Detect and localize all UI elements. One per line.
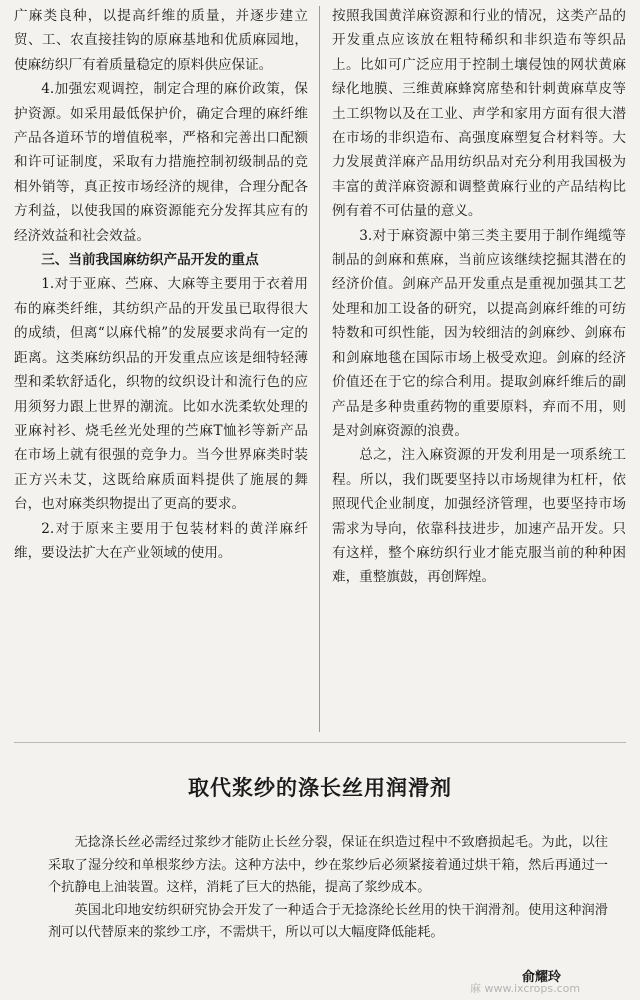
paragraph-continuation: 按照我国黄洋麻资源和行业的情况，这类产品的开发重点应该放在粗特稀织和非织造布等织品上。比如可广泛应用于控制土壤侵蚀的网状黄麻绿化地膜、三维黄麻蜂窝席垫和针刺黄麻草皮等土工织物以及在工业、声学和家用方面有很大潜在市场的非织造布、高强度麻塑复合材料等。大力发展黄洋麻产品用纺织品对充分利用我国极为丰富的黄洋麻资源和调整黄麻行业的产品结构比例有着不可估量的意义。: [332, 8, 626, 220]
paragraph-measure-4: 4.加强宏观调控，制定合理的麻价政策，保护资源。如采用最低保护价，确定合理的麻纤维产品各道环节的增值税率，严格和完善出口配额和许可证制度，采取有力措施控制初级制品的竞相外销等，真正按市场经济的规律，合理分配各方利益，以使我国的麻资源能充分发挥其应有的经济效益和社会效益。: [14, 81, 308, 244]
article-body: [48, 832, 608, 945]
article-author: 俞耀玲: [522, 970, 562, 985]
paragraph-summary: 总之，注入麻资源的开发利用是一项系统工程。所以，我们既要坚持以市场规律为杠杆，依照现代企业制度，加强经济管理，也要坚持市场需求为导向，依靠科技进步，加速产品开发。只有这样，整个麻纺织行业才能克服当前的种种困难，重整旗鼓，再创辉煌。: [332, 447, 626, 586]
right-column: [332, 4, 626, 740]
two-column-body: [14, 4, 626, 740]
paragraph-3-1: 1.对于亚麻、苎麻、大麻等主要用于衣着用布的麻类纤维，其纺织产品的开发虽已取得很大的成绩，但离“以麻代棉”的发展要求尚有一定的距离。这类麻纺织品的开发重点应该是细特轻薄型和柔软舒适化，织物的纹织设计和流行色的应用须努力跟上世界的潮流。比如水洗柔软处理的亚麻衬衫、烧毛丝光处理的苎麻T恤衫等新产品在市场上就有很强的竞争力。当今世界麻类时装正方兴未艾，这既给麻质面料提供了施展的舞台，也对麻类织物提出了更高的要求。: [14, 276, 308, 513]
article-title: 取代浆纱的涤长丝用润滑剂: [188, 775, 452, 800]
article-paragraph-2: 英国北印地安纺织研究协会开发了一种适合于无捻涤纶长丝用的快干润滑剂。使用这种润滑剂可以代替原来的浆纱工序，不需烘干，所以可以大幅度降低能耗。: [48, 902, 608, 941]
paragraph-3-2: 2.对于原来主要用于包装材料的黄洋麻纤维，要设法扩大在产业领域的使用。: [14, 520, 308, 561]
column-divider: [319, 6, 320, 732]
paragraph-intro: 广麻类良种，以提高纤维的质量，并逐步建立贸、工、农直接挂钩的原麻基地和优质麻园地，使麻纺织厂有着质量稳定的原料供应保证。: [14, 8, 308, 73]
article-separator: [14, 742, 626, 743]
watermark: 麻 www.ixcrops.com: [470, 982, 581, 995]
article-paragraph-1: 无捻涤长丝必需经过浆纱才能防止长丝分裂，保证在织造过程中不致磨损起毛。为此，以往采取了湿分绞和单根浆纱方法。这种方法中，纱在浆纱后必须紧接着通过烘干箱，然后再通过一个抗静电上油装置。这样，消耗了巨大的热能，提高了浆纱成本。: [48, 835, 608, 896]
paragraph-3-3: 3.对于麻资源中第三类主要用于制作绳缆等制品的剑麻和蕉麻，当前应该继续挖掘其潜在的经济价值。剑麻产品开发重点是重视加强其工艺处理和加工设备的研究，以提高剑麻纤维的可纺特数和可织性能，因为较细洁的剑麻纱、剑麻布和剑麻地毯在国际市场上极受欢迎。剑麻的经济价值还在于它的综合利用。提取剑麻纤维后的副产品是多种贵重药物的重要原料，弃而不用，则是对剑麻资源的浪费。: [332, 227, 626, 439]
section-heading-3: 三、当前我国麻纺织产品开发的重点: [41, 252, 259, 269]
left-column: [14, 4, 308, 740]
